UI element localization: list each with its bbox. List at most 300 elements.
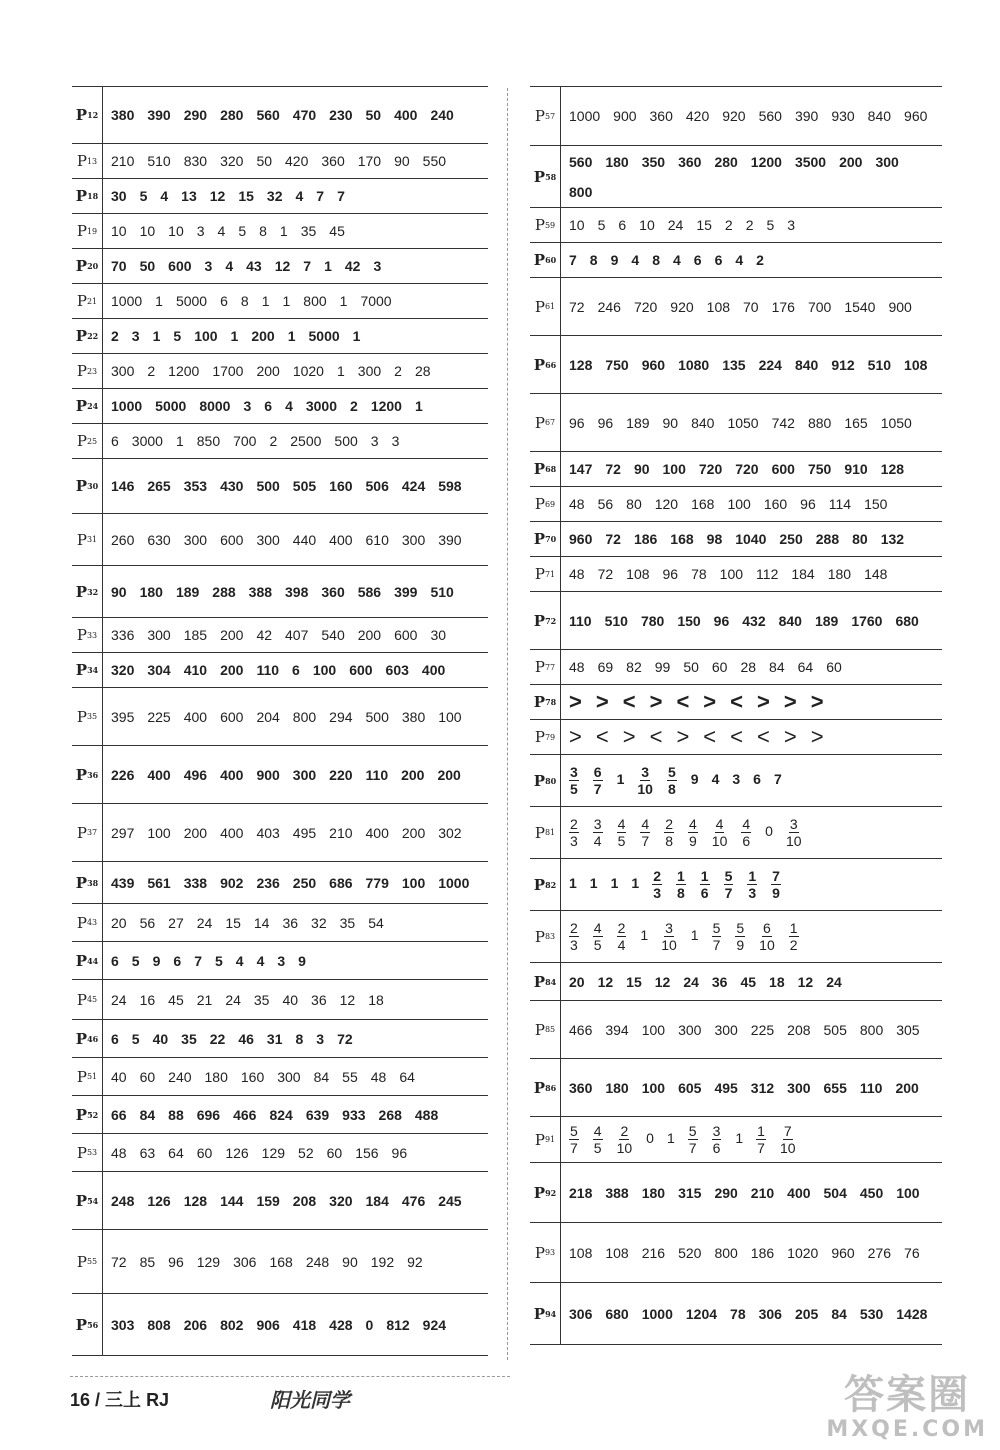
answer-value: 64 xyxy=(399,1068,415,1085)
answer-value: 128 xyxy=(569,356,593,373)
answer-value: 240 xyxy=(168,1068,192,1085)
fraction-denominator: 5 xyxy=(617,833,626,849)
answer-row-p43 xyxy=(72,904,488,942)
answer-value: 598 xyxy=(438,478,462,494)
answer-value: 400 xyxy=(787,1184,811,1201)
answer-value: 288 xyxy=(212,583,236,600)
answer-values xyxy=(103,1294,488,1355)
fraction-answer xyxy=(617,1123,633,1156)
page-label-prefix: P xyxy=(534,565,545,583)
fraction-denominator: 8 xyxy=(676,885,685,901)
comparison-symbol: < xyxy=(703,724,717,749)
page-label-prefix: P xyxy=(533,530,546,548)
answer-value: 600 xyxy=(220,531,244,548)
page-label-number: 46 xyxy=(87,1033,99,1044)
page-label xyxy=(530,243,561,277)
answer-value: 8 xyxy=(589,252,598,268)
answer-value: 210 xyxy=(329,824,353,841)
answer-value: 655 xyxy=(823,1079,847,1096)
answer-value: 400 xyxy=(147,766,171,783)
answer-value: 50 xyxy=(256,153,273,169)
fraction-numerator: 5 xyxy=(712,920,721,936)
answer-values xyxy=(561,592,942,649)
page-label-number: 86 xyxy=(545,1082,557,1093)
answer-value: 126 xyxy=(147,1192,171,1209)
page-label xyxy=(530,1117,561,1162)
page-label-prefix: P xyxy=(75,1105,88,1124)
answer-value: 2 xyxy=(756,252,764,268)
answer-value: 28 xyxy=(414,363,431,379)
comparison-symbol: > xyxy=(569,689,582,714)
answer-value: 52 xyxy=(298,1144,314,1161)
page-label-prefix: P xyxy=(76,626,87,644)
answer-value: 3 xyxy=(243,398,252,414)
answer-value: 180 xyxy=(139,583,163,600)
answer-value: 54 xyxy=(368,914,384,931)
page-label xyxy=(530,1163,561,1222)
answer-value: 85 xyxy=(139,1253,156,1270)
page-label-number: 51 xyxy=(86,1072,98,1081)
fraction-denominator: 8 xyxy=(665,833,673,849)
answer-value: 15 xyxy=(238,188,254,204)
answer-value: 439 xyxy=(111,874,135,891)
answer-value: 206 xyxy=(183,1316,208,1333)
answer-values xyxy=(103,87,488,143)
answer-value: 3 xyxy=(196,223,205,239)
answer-value: 297 xyxy=(111,824,135,841)
answer-value: 1000 xyxy=(641,1305,673,1322)
answer-value: 338 xyxy=(183,874,208,891)
comparison-symbol: > xyxy=(783,689,797,714)
comparison-symbol: < xyxy=(757,724,770,749)
fraction-answer xyxy=(676,868,686,901)
answer-value: 15 xyxy=(225,914,241,931)
answer-value: 910 xyxy=(844,461,868,477)
answer-value: 1 xyxy=(287,328,296,344)
page-label-number: 66 xyxy=(545,359,557,370)
answer-value: 1 xyxy=(279,223,288,239)
page-label-number: 36 xyxy=(87,769,99,780)
answer-value: 159 xyxy=(256,1192,280,1209)
answer-value: 48 xyxy=(569,566,585,582)
answer-row-p22 xyxy=(72,319,488,354)
answer-row-p23 xyxy=(72,354,488,389)
answer-row-p68 xyxy=(530,452,942,487)
answer-value: 1 xyxy=(324,258,332,274)
page-label-number: 38 xyxy=(87,877,99,888)
page-label-number: 67 xyxy=(544,418,556,427)
answer-value: 120 xyxy=(654,496,679,512)
fraction-numerator: 4 xyxy=(715,816,724,832)
answer-row-p93 xyxy=(530,1223,942,1283)
answer-value: 7 xyxy=(303,258,312,274)
page-label xyxy=(72,904,103,941)
page-label-number: 19 xyxy=(86,226,98,236)
answer-value: 960 xyxy=(831,1244,855,1261)
page-label-number: 59 xyxy=(544,220,556,230)
answer-value: 920 xyxy=(722,108,746,124)
answer-value: 10 xyxy=(569,217,585,233)
fraction-denominator: 7 xyxy=(570,1140,578,1156)
comparison-symbol: > xyxy=(810,724,824,749)
answer-value: 403 xyxy=(256,824,280,841)
answer-value: 13 xyxy=(181,188,197,204)
page-label-prefix: P xyxy=(533,167,546,186)
answer-table-right xyxy=(530,86,942,1345)
page-label-prefix: P xyxy=(534,1020,545,1039)
page-label-prefix: P xyxy=(75,477,88,495)
page-label-prefix: P xyxy=(75,397,88,415)
answer-value: 280 xyxy=(220,107,244,123)
answer-value: 500 xyxy=(256,478,280,494)
page-label-number: 84 xyxy=(545,976,557,987)
answer-value: 1000 xyxy=(111,293,143,309)
answer-value: 160 xyxy=(329,478,353,494)
answer-value: 5 xyxy=(139,188,148,204)
fraction-answer xyxy=(712,920,722,953)
answer-value: 70 xyxy=(111,258,127,274)
answer-value: 24 xyxy=(196,914,213,931)
answer-value: 700 xyxy=(233,433,257,449)
page-label-prefix: P xyxy=(75,582,88,601)
answer-value: 1 xyxy=(414,398,423,414)
page-label-number: 31 xyxy=(86,535,98,544)
page-label-prefix: P xyxy=(533,355,546,374)
answer-value: 824 xyxy=(269,1106,293,1123)
answer-value: 180 xyxy=(605,153,629,170)
fraction-denominator: 5 xyxy=(570,781,578,797)
page-label-prefix: P xyxy=(75,257,88,275)
answer-value: 1760 xyxy=(851,612,883,629)
answer-values xyxy=(103,1020,488,1057)
fraction-denominator: 7 xyxy=(712,937,721,953)
answer-value: 400 xyxy=(394,107,418,123)
answer-values xyxy=(561,452,942,486)
answer-value: 5 xyxy=(131,952,140,969)
answer-value: 150 xyxy=(864,496,888,512)
answer-value: 246 xyxy=(597,298,621,315)
answer-row-p70 xyxy=(530,522,942,557)
answer-value: 495 xyxy=(292,824,317,841)
page-label-prefix: P xyxy=(534,1130,545,1149)
answer-value: 742 xyxy=(771,414,795,431)
fraction-denominator: 4 xyxy=(617,937,626,953)
answer-value: 320 xyxy=(220,153,244,169)
answer-values xyxy=(561,336,942,393)
answer-value: 12 xyxy=(274,258,291,274)
answer-value: 2 xyxy=(724,217,733,233)
page-label xyxy=(72,862,103,903)
fraction-numerator: 1 xyxy=(757,1123,765,1139)
answer-value: 3 xyxy=(131,328,140,344)
answer-value: 35 xyxy=(300,223,317,239)
answer-value: 394 xyxy=(605,1021,629,1038)
column-divider xyxy=(507,88,508,1360)
answer-value: 720 xyxy=(698,461,723,477)
answer-value: 45 xyxy=(329,223,345,239)
page-label xyxy=(530,278,561,335)
answer-row-p18 xyxy=(72,179,488,214)
fraction-answer xyxy=(700,868,710,901)
page-label-number: 33 xyxy=(86,630,98,640)
answer-value: 808 xyxy=(147,1316,171,1333)
answer-value: 32 xyxy=(311,914,327,931)
answer-values xyxy=(103,1134,488,1171)
answer-value: 78 xyxy=(691,566,707,582)
answer-value: 9 xyxy=(152,952,161,969)
answer-row-p86 xyxy=(530,1059,942,1117)
answer-value: 466 xyxy=(233,1106,257,1123)
answer-value: 336 xyxy=(111,627,135,643)
answer-value: 300 xyxy=(147,627,171,643)
answer-value: 850 xyxy=(196,433,221,449)
answer-value: 8 xyxy=(259,223,267,239)
answer-value: 1 xyxy=(735,1130,744,1146)
comparison-symbol: > xyxy=(703,689,717,714)
answer-value: 7 xyxy=(316,188,325,204)
page-label-number: 70 xyxy=(545,534,557,544)
answer-row-p57 xyxy=(530,86,942,146)
answer-value: 1540 xyxy=(844,298,876,315)
answer-value: 300 xyxy=(357,363,382,379)
answer-value: 603 xyxy=(385,662,409,678)
answer-values xyxy=(103,1230,488,1293)
answer-values xyxy=(561,1163,942,1222)
answer-row-p35 xyxy=(72,688,488,746)
answer-value: 18 xyxy=(769,973,785,990)
fraction-answer xyxy=(688,816,698,849)
fraction-answer xyxy=(593,764,603,797)
answer-row-p45 xyxy=(72,980,488,1020)
answer-value: 600 xyxy=(394,627,418,643)
watermark-main: 答案圈 xyxy=(844,1372,971,1418)
fraction-denominator: 5 xyxy=(593,937,602,953)
answer-value: 189 xyxy=(175,583,200,600)
answer-value: 2 xyxy=(111,328,119,344)
answer-value: 96 xyxy=(569,414,585,431)
page-label-number: 68 xyxy=(545,464,557,474)
answer-value: 184 xyxy=(791,566,815,582)
answer-value: 200 xyxy=(401,766,425,783)
answer-value: 3 xyxy=(370,433,379,449)
comparison-symbol: < xyxy=(595,724,609,749)
page-label-prefix: P xyxy=(533,1078,546,1097)
answer-value: 560 xyxy=(758,108,782,124)
answer-table-left xyxy=(72,86,488,1356)
answer-value: 495 xyxy=(714,1079,738,1096)
answer-value: 180 xyxy=(204,1068,228,1085)
page-label-prefix: P xyxy=(76,823,87,842)
answer-row-p91 xyxy=(530,1117,942,1163)
page-label xyxy=(72,804,103,861)
answer-values xyxy=(561,278,942,335)
fraction-numerator: 4 xyxy=(617,816,626,832)
answer-value: 45 xyxy=(740,973,757,990)
answer-value: 10 xyxy=(111,223,127,239)
answer-values xyxy=(561,1283,942,1344)
answer-values xyxy=(561,755,942,806)
page-label-prefix: P xyxy=(533,875,546,894)
answer-value: 380 xyxy=(401,708,426,725)
answer-values xyxy=(103,179,488,213)
answer-value: 2 xyxy=(350,398,358,414)
fraction-denominator: 7 xyxy=(757,1140,765,1156)
fraction-denominator: 7 xyxy=(641,833,650,849)
answer-value: 248 xyxy=(111,1192,135,1209)
page-label-number: 13 xyxy=(86,156,98,166)
page-label-prefix: P xyxy=(75,873,88,892)
answer-values xyxy=(561,1117,942,1162)
answer-value: 4 xyxy=(256,952,265,969)
answer-value: 90 xyxy=(394,153,410,169)
fraction-answer xyxy=(789,920,799,953)
page-label-prefix: P xyxy=(533,693,546,711)
answer-value: 360 xyxy=(649,108,673,124)
answer-row-p61 xyxy=(530,278,942,336)
answer-value: 72 xyxy=(569,298,585,315)
page-label-prefix: P xyxy=(76,362,87,380)
fraction-denominator: 3 xyxy=(748,885,757,901)
answer-row-p30 xyxy=(72,459,488,514)
page-label-number: 81 xyxy=(544,828,556,837)
answer-value: 4 xyxy=(711,771,720,787)
answer-value: 200 xyxy=(839,153,863,170)
answer-value: 56 xyxy=(597,496,614,512)
answer-values xyxy=(103,653,488,687)
answer-value: 150 xyxy=(677,612,701,629)
answer-value: 180 xyxy=(827,566,852,582)
page-label xyxy=(530,146,561,207)
answer-value: 750 xyxy=(807,461,832,477)
answer-value: 15 xyxy=(696,217,712,233)
page-label xyxy=(530,394,561,451)
page-label xyxy=(530,1001,561,1058)
answer-row-p71 xyxy=(530,557,942,592)
answer-values xyxy=(561,963,942,1000)
answer-value: 4 xyxy=(295,188,304,204)
answer-value: 600 xyxy=(349,662,373,678)
answer-value: 12 xyxy=(209,188,226,204)
answer-value: 100 xyxy=(401,874,426,891)
fraction-denominator: 10 xyxy=(637,781,653,797)
page-label-number: 37 xyxy=(86,828,98,837)
page-label-prefix: P xyxy=(534,658,545,676)
answer-value: 450 xyxy=(859,1184,884,1201)
answer-values xyxy=(103,214,488,248)
answer-value: 610 xyxy=(365,531,389,548)
answer-value: 1200 xyxy=(168,363,200,379)
answer-value: 24 xyxy=(667,217,684,233)
page-footer xyxy=(70,1376,950,1416)
answer-value: 390 xyxy=(438,531,462,548)
answer-value: 560 xyxy=(569,153,593,170)
answer-value: 400 xyxy=(421,662,446,678)
answer-value: 96 xyxy=(168,1253,184,1270)
answer-value: 500 xyxy=(365,708,389,725)
answer-value: 210 xyxy=(750,1184,775,1201)
answer-value: 1 xyxy=(640,927,649,943)
page-label xyxy=(530,557,561,591)
fraction-denominator: 5 xyxy=(593,1140,602,1156)
page-label xyxy=(72,618,103,652)
answer-values xyxy=(103,249,488,283)
fraction-numerator: 5 xyxy=(736,920,745,936)
answer-value: 55 xyxy=(342,1068,358,1085)
answer-value: 300 xyxy=(183,531,208,548)
answer-value: 114 xyxy=(828,496,852,512)
grade-label: 三上 xyxy=(105,1390,142,1410)
answer-value: 350 xyxy=(641,153,666,170)
answer-value: 205 xyxy=(794,1305,819,1322)
answer-value: 108 xyxy=(904,356,928,373)
answer-value: 192 xyxy=(370,1253,395,1270)
page-label xyxy=(530,963,561,1000)
answer-row-p83 xyxy=(530,911,942,963)
answer-value: 400 xyxy=(220,824,244,841)
answer-value: 353 xyxy=(183,478,208,494)
answer-value: 7 xyxy=(773,771,782,787)
page-label-prefix: P xyxy=(534,107,545,125)
answer-value: 128 xyxy=(183,1192,208,1209)
fraction-answer xyxy=(617,920,627,953)
fraction-answer xyxy=(593,1123,603,1156)
answer-value: 3 xyxy=(732,771,741,787)
answer-value: 10 xyxy=(168,223,184,239)
answer-value: 920 xyxy=(670,298,694,315)
answer-value: 5 xyxy=(238,223,247,239)
answer-value: 35 xyxy=(181,1030,197,1047)
answer-value: 220 xyxy=(329,766,353,783)
answer-row-p58 xyxy=(530,146,942,208)
answer-value: 320 xyxy=(329,1192,353,1209)
page-label-prefix: P xyxy=(533,611,546,630)
page-label-number: 83 xyxy=(544,932,556,941)
page-label xyxy=(530,859,561,910)
answer-row-p92 xyxy=(530,1163,942,1223)
page-label-number: 77 xyxy=(544,662,556,672)
answer-value: 30 xyxy=(430,627,447,643)
fraction-denominator: 7 xyxy=(688,1140,697,1156)
answer-value: 802 xyxy=(220,1316,244,1333)
answer-values xyxy=(103,688,488,745)
fraction-denominator: 3 xyxy=(570,833,578,849)
fraction-numerator: 7 xyxy=(772,868,780,884)
answer-value: 906 xyxy=(256,1316,280,1333)
answer-value: 3 xyxy=(373,258,382,274)
answer-values xyxy=(103,980,488,1019)
answer-value: 696 xyxy=(196,1106,221,1123)
answer-value: 380 xyxy=(111,107,135,123)
answer-value: 15 xyxy=(626,973,642,990)
answer-value: 27 xyxy=(168,914,184,931)
answer-value: 225 xyxy=(750,1021,775,1038)
answer-value: 686 xyxy=(329,874,353,891)
answer-value: 2500 xyxy=(290,433,322,449)
answer-value: 900 xyxy=(256,766,280,783)
page-label xyxy=(530,720,561,754)
fraction-answer xyxy=(688,1123,698,1156)
answer-row-p59 xyxy=(530,208,942,243)
answer-value: 390 xyxy=(147,107,171,123)
answer-value: 305 xyxy=(896,1021,920,1038)
answer-value: 6 xyxy=(111,952,119,969)
answer-value: 1 xyxy=(690,927,699,943)
answer-value: 72 xyxy=(605,461,621,477)
answer-value: 4 xyxy=(735,252,744,268)
answer-value: 390 xyxy=(794,108,819,124)
answer-value: 1 xyxy=(610,875,619,891)
answer-value: 6 xyxy=(264,398,273,414)
